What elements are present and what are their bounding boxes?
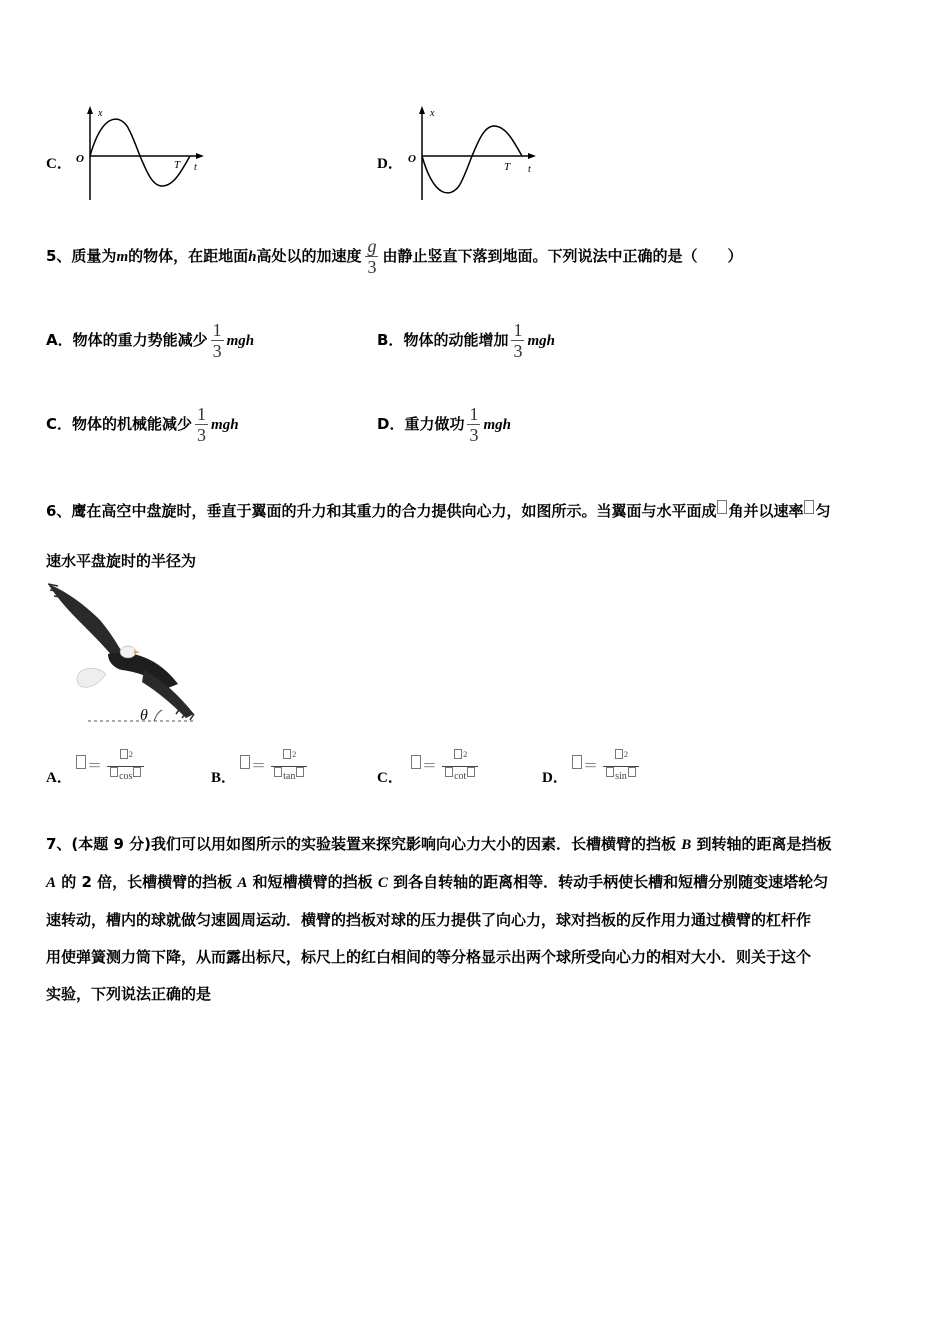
origin-label: O: [408, 153, 416, 165]
q4-option-d-label: D．: [377, 156, 403, 172]
q4-option-c-graph: [70, 104, 210, 204]
q5-stem: 5、质量为m的物体，在距地面h高处以的加速度 $\frac{g}{3}$ 由静止竖直下落到地面。下列说法中正确的是（ ）: [46, 236, 743, 277]
axis-x-label: x: [98, 108, 103, 119]
period-label: T: [504, 161, 511, 173]
eagle-figure: [44, 580, 198, 726]
q6-option-d-label[interactable]: D．: [542, 770, 568, 786]
period-label: T: [174, 159, 181, 171]
axis-x-label: x: [430, 108, 435, 119]
q6-option-c-label[interactable]: C．: [377, 770, 403, 786]
q5-option-b[interactable]: B．物体的动能增加 $\frac{1}{3}$ mgh: [377, 320, 555, 361]
theta-label: θ: [140, 707, 148, 724]
q6-option-d-formula: ＝ $\frac{^2}{\sin}$: [571, 748, 639, 784]
q6-stem-line1: 6、鹰在高空中盘旋时，垂直于翼面的升力和其重力的合力提供向心力，如图所示。当翼面与水平面成 角并以速率 匀: [46, 502, 831, 520]
y-axis-arrow: [419, 106, 425, 114]
angle-arc: [154, 710, 162, 721]
q6-option-a-label[interactable]: A．: [46, 770, 72, 786]
theta-placeholder-box: [717, 500, 727, 514]
q6-option-a-formula: ＝ $\frac{^2}{\cos}$: [75, 748, 144, 784]
axis-t-label: t: [194, 162, 197, 173]
neg-sine-curve: [422, 126, 522, 193]
white-head: [120, 646, 136, 658]
y-axis-arrow: [87, 106, 93, 114]
q4-option-c-label: C．: [46, 156, 72, 172]
beak: [134, 650, 140, 654]
q4-option-d-graph: [402, 104, 542, 204]
q5-option-d[interactable]: D．重力做功 $\frac{1}{3}$ mgh: [377, 404, 511, 445]
q6-option-c-formula: ＝ $\frac{^2}{\cot}$: [410, 748, 478, 784]
q5-option-c[interactable]: C．物体的机械能减少 $\frac{1}{3}$ mgh: [46, 404, 239, 445]
origin-label: O: [76, 153, 84, 165]
q6-stem-line2: 速水平盘旋时的半径为: [46, 552, 197, 570]
q7-stem: 7、(本题 9 分)我们可以用如图所示的实验装置来探究影响向心力大小的因素．长槽横臂的挡板 B 到转轴的距离是挡板 A 的 2 倍，长槽横臂的挡板 A 和短槽横臂的挡板 C 到各自转轴的距离相等．转动手柄使长槽和短槽分别随变速塔轮匀 速转动，槽内的球就做匀速圆周运动．横臂的挡板对球的压力提供了向心力，球对挡板的反作用力通过横臂的杠杆作 用使弹簧测力筒下降，从而露出标尺，标尺上的红白相间的等分格显示出两个球所受向心力的相对大小．则关于这个 实验，下列说法正确的是: [46, 835, 832, 1003]
axis-t-label: t: [528, 164, 531, 175]
white-tail: [77, 668, 106, 687]
q5-option-a[interactable]: A．物体的重力势能减少 $\frac{1}{3}$ mgh: [46, 320, 255, 361]
q6-option-b-formula: ＝ $\frac{^2}{\tan}$: [239, 748, 307, 784]
q6-option-b-label[interactable]: B．: [211, 770, 237, 786]
t-axis-arrow: [196, 153, 204, 159]
body: [108, 652, 178, 688]
upper-wing: [48, 584, 122, 658]
t-axis-arrow: [528, 153, 536, 159]
sine-curve: [90, 119, 190, 186]
v-placeholder-box: [804, 500, 814, 514]
